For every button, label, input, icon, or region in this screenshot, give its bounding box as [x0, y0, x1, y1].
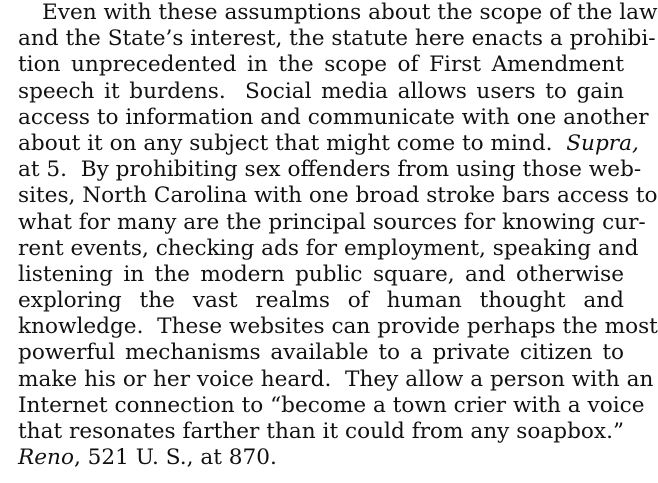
body-text: what for many are the principal sources for knowing cur- — [18, 209, 646, 235]
body-text: access to information and communicate with one another — [18, 104, 649, 130]
body-text: knowledge. These websites can provide perhaps the most — [18, 314, 658, 340]
text-line — [18, 235, 639, 262]
body-text: Internet connection to “become a town crier with a voice — [18, 392, 645, 418]
body-text: and the State’s interest, the statute here enacts a prohibi- — [18, 26, 656, 52]
text-line — [18, 340, 624, 366]
body-text: rent events, checking ads for employment, speaking and — [18, 235, 639, 261]
text-line — [18, 314, 658, 340]
body-text: powerful mechanisms available to a private citizen to — [18, 340, 624, 366]
text-line — [18, 419, 624, 445]
text-line — [18, 366, 654, 393]
text-line — [18, 130, 639, 157]
text-line — [18, 52, 624, 78]
body-text: , 521 U. S., at 870. — [73, 445, 277, 471]
text-line — [18, 288, 624, 314]
text-line — [18, 104, 649, 131]
text-line — [18, 262, 624, 288]
body-text: at 5. By prohibiting sex offenders from using those web- — [18, 157, 642, 183]
body-text: tion unprecedented in the scope of First Amendment — [18, 52, 624, 78]
body-text: exploring the vast realms of human thought and — [18, 288, 624, 314]
text-line — [18, 183, 658, 209]
body-text: sites, North Carolina with one broad stroke bars access to — [18, 183, 658, 209]
body-text: that resonates farther than it could from any soapbox.” — [18, 419, 624, 444]
opinion-paragraph — [18, 0, 658, 471]
citation-text: Reno — [18, 445, 74, 471]
text-line — [18, 445, 624, 471]
body-text: speech it burdens. Social media allows users to gain — [18, 78, 624, 104]
body-text: about it on any subject that might come to mind. — [18, 130, 567, 156]
body-text: Even with these assumptions about the scope of the law — [42, 0, 658, 25]
citation-text: Supra, — [566, 130, 639, 156]
text-line — [18, 79, 624, 105]
body-text: listening in the modern public square, and otherwise — [18, 261, 624, 287]
text-line — [18, 392, 645, 419]
text-line — [18, 209, 646, 236]
body-text: make his or her voice heard. They allow a person with an — [18, 366, 654, 392]
text-line — [18, 0, 658, 26]
text-line — [18, 26, 656, 52]
text-line — [18, 157, 642, 183]
